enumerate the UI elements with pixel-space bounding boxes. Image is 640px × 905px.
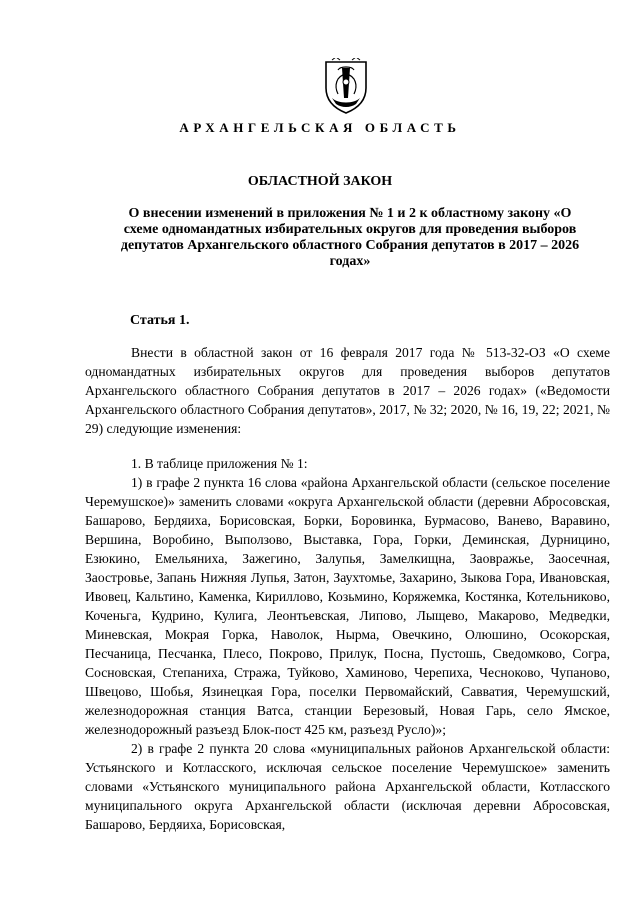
- article-heading: Статья 1.: [130, 313, 190, 328]
- paragraph-item-1: 1. В таблице приложения № 1:: [131, 456, 308, 471]
- paragraph-subitem-1: 1) в графе 2 пункта 16 слова «района Архангельской области (сельское поселение Черемушское)» заменить словами «округа Архангельской области (деревни Абросовская, Башарово, Бердяиха, Борисовская, Борки, Боровинка, Бурмасово, Ванево, Варавино, Вершина, Воробино, Выползово, Выставка, Гора, Горки, Деминская, Дурницино, Езюкино, Емельяниха, Зажегино, Залупья, Замелкищна, Заовражье, Заосечная, Заостровье, Запань Нижняя Лупья, Затон, Заухтомье, Захарино, Зыкова Гора, Ивановская, Ивовец, Кальтино, Каменка, Кириллово, Козьмино, Коряжемка, Костянка, Котельниково, Коченьга, Кудрино, Кулига, Леонтьевская, Липово, Лыщево, Макарово, Медведки, Миневская, Мокрая Горка, Наволок, Нырма, Овечкино, Олюшино, Осокорская, Песчаница, Песчанка, Плесо, Покрово, Прилук, Посна, Пустошь, Сведомково, Согра, Сосновская, Степаниха, Стража, Туйково, Хаминово, Черепиха, Чесноково, Чупаново, Швецово, Шобья, Язинецкая Гора, поселки Первомайский, Савватия, Черемушский, железнодорожная станция Ватса, станции Березовый, Новая Гарь, село Ямское, железнодорожный разъезд Блок-пост 425 км, разъезд Русло)»;: [85, 475, 610, 737]
- law-title: О внесении изменений в приложения № 1 и 2 к областному закону «О схеме одномандатных избирательных округов для проведения выборов депутатов Архангельского областного Собрания депутатов в 2017 – 2026 годах»: [120, 206, 580, 269]
- article-body: [85, 343, 610, 834]
- paragraph-intro: Внести в областной закон от 16 февраля 2017 года № 513-32-ОЗ «О схеме одномандатных избирательных округов для проведения выборов депутатов Архангельского областного Собрания депутатов в 2017 – 2026 годах» («Ведомости Архангельского областного Собрания депутатов», 2017, № 32; 2020, № 16, 19, 22; 2021, № 29) следующие изменения:: [85, 345, 610, 436]
- paragraph-subitem-2: 2) в графе 2 пункта 20 слова «муниципальных районов Архангельской области: Устьянского и Котласского, исключая сельское поселение Черемушское» заменить словами «Устьянского муниципального района Архангельской области, Котласского муниципального округа Архангельской области (исключая деревни Абросовская, Башарово, Бердяиха, Борисовская,: [85, 741, 610, 832]
- region-name: АРХАНГЕЛЬСКАЯ ОБЛАСТЬ: [179, 120, 461, 135]
- coat-of-arms-icon: [322, 58, 370, 114]
- law-type: ОБЛАСТНОЙ ЗАКОН: [247, 174, 393, 189]
